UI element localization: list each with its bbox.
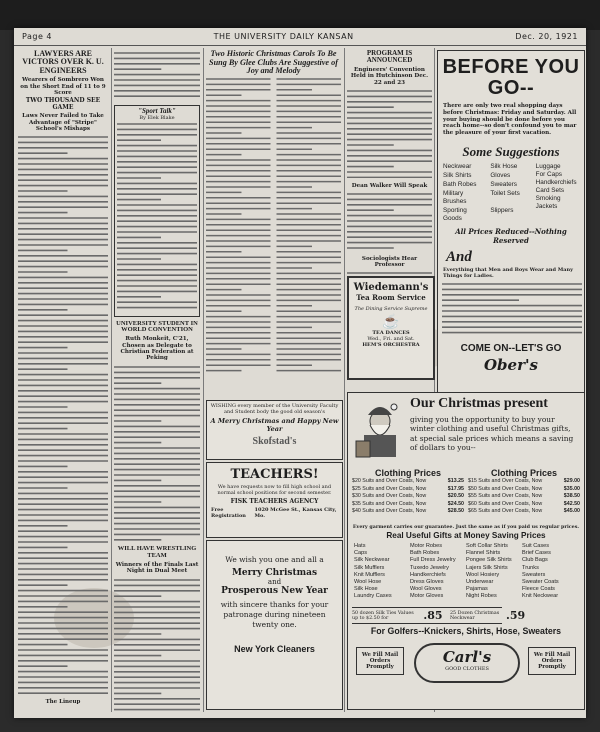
gift-item: Motor Gloves xyxy=(410,593,444,600)
gift-item: Lajers Silk Shirts xyxy=(466,564,508,571)
obers-item: Smoking Jackets xyxy=(535,194,561,210)
wiedemann-tea-room: Tea Room Service xyxy=(356,293,426,302)
obers-item: Silk Hose xyxy=(490,162,518,170)
gift-item: Brief Cases xyxy=(522,550,551,557)
price-row xyxy=(468,486,580,493)
headline-university-student: UNIVERSITY STUDENT IN WORLD CONVENTION xyxy=(116,319,198,334)
clothing-title-left: Clothing Prices xyxy=(374,468,441,478)
price-label: $30 Suits and Over Coats, Now xyxy=(352,493,427,500)
golfers-line: For Golfers--Knickers, Shirts, Hose, Sweaters xyxy=(370,626,562,636)
gift-item: Pajamas xyxy=(466,586,488,593)
sport-talk-title: "Sport Talk" xyxy=(138,106,176,115)
obers-and-text: Everything that Men and Boys Wear and Many Things for Ladies. xyxy=(443,267,574,280)
gift-item: Silk Hose xyxy=(354,586,378,593)
wiedemann-dances: TEA DANCES xyxy=(372,330,410,336)
price-row xyxy=(352,478,464,485)
gift-item: Flannel Shirts xyxy=(466,550,501,557)
scan-border xyxy=(0,0,600,30)
wiedemann-days: Wed., Fri. and Sat. xyxy=(367,336,415,342)
obers-items2-list xyxy=(536,163,579,223)
cleaners-name: New York Cleaners xyxy=(234,644,315,654)
text-lines-graphic xyxy=(114,364,200,544)
skofstad-logo: Skofstad's xyxy=(252,436,297,447)
gift-item: Sweaters xyxy=(522,571,546,578)
text-lines-graphic xyxy=(18,134,108,694)
gift-item: Club Bags xyxy=(522,557,548,564)
price-value: $35.00 xyxy=(563,485,580,492)
gift-item: Suit Cases xyxy=(522,543,550,549)
gifts-column xyxy=(354,543,410,601)
price-row xyxy=(352,486,464,493)
gift-item: Tuxedo Jewelry xyxy=(410,564,449,571)
gift-item: Hats xyxy=(354,543,366,549)
gift-item: Night Robes xyxy=(466,593,497,600)
gift-item: Fleece Coats xyxy=(522,586,555,593)
obers-item: Handkerchiefs xyxy=(535,178,577,186)
wiedemann-tagline: The Dining Service Supreme xyxy=(354,306,428,312)
gift-item: Sweater Coats xyxy=(522,579,559,586)
gifts-column xyxy=(522,543,578,601)
price-label: $60 Suits and Over Coats, Now xyxy=(468,500,543,507)
text-lines-graphic xyxy=(206,76,341,376)
clothing-prices-left xyxy=(352,469,464,515)
column-carols xyxy=(206,50,341,398)
text-lines-graphic xyxy=(114,577,200,712)
carls-ad xyxy=(347,392,585,710)
ties-offer xyxy=(352,607,502,624)
price-row xyxy=(352,493,464,500)
price-label: $35 Suits and Over Coats, Now xyxy=(352,500,427,507)
text-lines-graphic xyxy=(117,121,197,311)
price-row xyxy=(468,508,580,515)
dozen-label: 25 Dozen Christmas Neckwear xyxy=(449,610,500,621)
sport-talk-byline: By Elek Blake xyxy=(139,114,175,121)
price-row xyxy=(468,478,580,485)
subhead-two-thousand: TWO THOUSAND SEE GAME xyxy=(25,97,101,111)
skofstad-wishing: WISHING every member of the University Faculty and Student body the good old season's xyxy=(210,403,339,415)
obers-note: All Prices Reduced--Nothing Reserved xyxy=(455,226,567,245)
teachers-agency: FISK TEACHERS AGENCY xyxy=(230,498,319,505)
obers-item: Card Sets xyxy=(535,186,565,194)
price-value: $13.25 xyxy=(447,478,464,485)
gift-item: Silk Mufflers xyxy=(354,564,385,571)
issue-date: Dec. 20, 1921 xyxy=(515,32,578,41)
carls-logo-name: Carl's xyxy=(442,648,492,666)
obers-item: Sporting Goods xyxy=(443,206,467,222)
gifts-title: Real Useful Gifts at Money Saving Prices xyxy=(386,531,546,540)
headline-program: PROGRAM IS ANNOUNCED xyxy=(366,50,413,65)
price-value: $45.00 xyxy=(563,508,580,515)
price-row xyxy=(468,493,580,500)
gift-item: Underwear xyxy=(466,579,494,586)
gift-item: Soft Collar Shirts xyxy=(466,543,508,549)
price-value: $38.50 xyxy=(563,493,580,500)
price-label: $55 Suits and Over Coats, Now xyxy=(468,493,543,500)
wiedemann-ad xyxy=(347,276,435,380)
price-label: $40 Suits and Over Coats, Now xyxy=(352,508,427,515)
gift-item: Laundry Cases xyxy=(354,593,392,600)
headline-wrestling: WILL HAVE WRESTLING TEAM xyxy=(117,545,197,560)
price-label: $25 Suits and Over Coats, Now xyxy=(352,485,427,492)
gift-item: Full Dress Jewelry xyxy=(410,557,456,564)
wiedemann-orchestra: HEM'S ORCHESTRA xyxy=(362,342,420,348)
obers-suggestions-title: Some Suggestions xyxy=(462,143,560,159)
obers-item: Military Brushes xyxy=(443,189,467,205)
carls-logo-sub: GOOD CLOTHES xyxy=(445,666,489,672)
price-value: $20.50 xyxy=(447,493,464,500)
gift-item: Handkerchiefs xyxy=(410,571,446,578)
wiedemann-title: Wiedemann's xyxy=(353,282,429,293)
gift-item: Knit Mufflers xyxy=(354,571,385,578)
obers-headline: BEFORE YOU GO-- xyxy=(442,56,580,99)
gifts-grid xyxy=(354,543,578,601)
gift-item: Wool Hose xyxy=(354,579,382,586)
carls-headline: Our Christmas present xyxy=(410,396,548,411)
obers-item: For Caps xyxy=(535,170,562,178)
gift-item: Trunks xyxy=(522,564,539,571)
article-body-lawyers xyxy=(18,134,108,697)
price-label: $15 Suits and Over Coats, Now xyxy=(468,478,543,485)
obers-come-on: COME ON--LET'S GO xyxy=(460,343,562,355)
carls-logo xyxy=(414,643,520,683)
gift-item: Wool Hosiery xyxy=(466,571,500,578)
subhead-dean-walker: Dean Walker Will Speak xyxy=(351,182,428,189)
gift-item: Wool Gloves xyxy=(410,586,442,593)
teachers-address: 1020 McGee St., Kansas City, Mo. xyxy=(254,507,337,519)
gift-item: Bath Robes xyxy=(410,550,440,557)
deck-ruth: Ruth Monkeit, C'21, Chosen as Delegate to Christian Federation at Peking xyxy=(120,336,194,362)
gift-item: Caps xyxy=(354,550,368,557)
clothing-prices-right xyxy=(468,469,580,515)
mail-orders-left: We Fill Mail Orders Promptly xyxy=(356,647,404,675)
cleaners-line1: We wish you one and all a xyxy=(225,555,324,564)
obers-logo: Ober's xyxy=(483,356,539,375)
subhead-sociologists: Sociologists Hear Professor xyxy=(361,255,418,268)
cleaners-new-year: Prosperous New Year xyxy=(221,586,328,596)
santa-icon xyxy=(354,401,406,461)
teachers-registration: Free Registration xyxy=(211,507,246,519)
teacup-icon: ☕ xyxy=(382,314,400,330)
price-value: $24.50 xyxy=(447,500,464,507)
price-value: $28.50 xyxy=(447,508,464,515)
obers-and: And xyxy=(446,248,472,265)
gifts-column xyxy=(410,543,466,601)
price-value: $29.00 xyxy=(563,478,580,485)
text-lines-graphic xyxy=(114,50,200,100)
deck-laws-never-failed: Laws Never Failed to Take Advantage of "Stripe" School's Mishaps xyxy=(22,113,104,133)
masthead xyxy=(14,32,586,46)
obers-item: Luggage xyxy=(535,162,561,170)
clothing-title-right: Clothing Prices xyxy=(490,468,557,478)
obers-item: Sweaters xyxy=(490,180,517,188)
column-sports xyxy=(18,50,108,712)
cleaners-thanks: with sincere thanks for your patronage during nineteen twenty one. xyxy=(220,600,329,629)
ties-price: .85 xyxy=(423,609,443,622)
teachers-title: TEACHERS! xyxy=(230,467,319,482)
deck-engineers-convention: Engineers' Convention Held in Hutchinson Dec. 22 and 23 xyxy=(350,66,429,86)
deck-wrestling: Winners of the Finals Last Night in Dual Meet xyxy=(115,562,199,575)
gift-item: Knit Neckwear xyxy=(522,593,559,600)
obers-item: Neckwear xyxy=(443,162,472,170)
new-york-cleaners-ad xyxy=(206,540,343,710)
price-row xyxy=(468,501,580,508)
price-value: $42.50 xyxy=(563,500,580,507)
carls-intro: giving you the opportunity to buy your winter clothing and useful Christmas gifts, at special sale prices which means a saving of dollars to you-- xyxy=(410,415,574,453)
obers-items-list xyxy=(443,163,530,223)
gifts-column xyxy=(466,543,522,601)
price-row xyxy=(352,501,464,508)
teachers-ad xyxy=(206,462,343,538)
gift-item: Pongee Silk Shirts xyxy=(466,557,512,564)
price-label: $20 Suits and Over Coats, Now xyxy=(352,478,427,485)
price-value: $17.95 xyxy=(447,485,464,492)
newspaper-page xyxy=(14,28,586,718)
gift-item: Silk Neckwear xyxy=(354,557,390,564)
text-lines-graphic xyxy=(442,281,582,337)
headline-carols: Two Historic Christmas Carols To Be Sung By Glee Clubs Are Suggestive of Joy and Melody xyxy=(209,50,338,76)
obers-item: Toilet Sets xyxy=(490,189,520,197)
obers-item: Bath Robes xyxy=(443,180,477,188)
newspaper-title: THE UNIVERSITY DAILY KANSAN xyxy=(213,32,354,41)
cleaners-and: and xyxy=(267,578,282,586)
cleaners-merry: Merry Christmas xyxy=(231,568,318,578)
obers-ad xyxy=(437,50,585,398)
dozen-price: .59 xyxy=(506,609,526,622)
price-label: $50 Suits and Over Coats, Now xyxy=(468,485,543,492)
price-label: $65 Suits and Over Coats, Now xyxy=(468,508,543,515)
column-two xyxy=(114,50,200,712)
text-lines-graphic xyxy=(347,88,432,178)
teachers-text: We have requests now to fill high school and normal school positions for second semester. xyxy=(217,484,332,496)
sport-talk-box xyxy=(114,105,200,317)
obers-item: Silk Shirts xyxy=(443,171,472,179)
mail-orders-right: We Fill Mail Orders Promptly xyxy=(528,647,576,675)
text-lines-graphic xyxy=(347,191,432,251)
deck-lawyers: Wearers of Sombrero Won on the Short End of 11 to 9 Score xyxy=(20,77,106,96)
obers-intro: There are only two real shopping days before Christmas: Friday and Saturday. All your buying should be done before you reach home--so don't confound you to mar the pleasure of your first vacation. xyxy=(443,103,577,137)
gift-item: Dress Gloves xyxy=(410,579,444,586)
column-program xyxy=(347,50,432,300)
gift-item: Motor Robes xyxy=(410,543,443,549)
obers-item: Slippers xyxy=(490,206,514,214)
carls-guarantee: Every garment carries our guarantee. Just the same as if you paid us regular prices. xyxy=(352,524,580,530)
obers-item: Gloves xyxy=(490,171,511,179)
headline-lawyers: LAWYERS ARE VICTORS OVER K. U. ENGINEERS xyxy=(22,50,104,75)
ties-label: 50 dozen Silk Ties Values up to $2.50 for xyxy=(352,610,414,621)
skofstad-ad xyxy=(206,400,343,460)
skofstad-banner: A Merry Christmas and Happy New Year xyxy=(210,417,339,433)
price-row xyxy=(352,508,464,515)
lineup-title: The Lineup xyxy=(45,699,81,706)
page-number: Page 4 xyxy=(22,32,52,41)
